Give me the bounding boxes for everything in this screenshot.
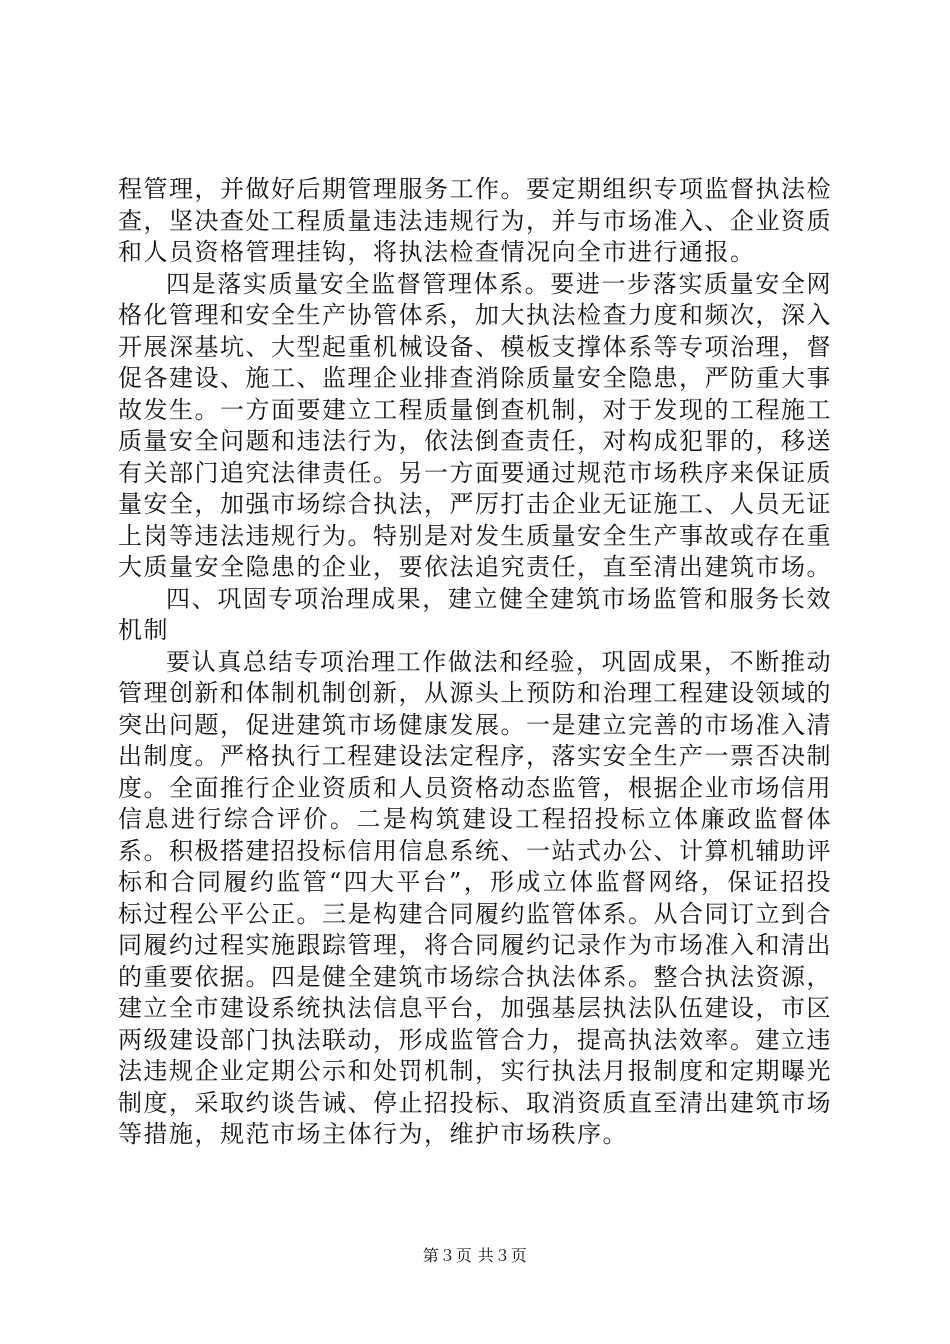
page-footer: 第３页 共３页 [422, 1246, 528, 1265]
paragraph-long-term-mechanism: 要认真总结专项治理工作做法和经验，巩固成果，不断推动管理创新和体制机制创新，从源头上预防和治理工程建设领域的突出问题，促进建筑市场健康发展。一是建立完善的市场准入清出制度。严格执行工程建设法定程序，落实安全生产一票否决制度。全面推行企业资质和人员资格动态监管，根据企业市场信用信息进行综合评价。二是构筑建设工程招投标立体廉政监督体系。积极搭建招投标信用信息系统、一站式办公、计算机辅助评标和合同履约监管“四大平台”，形成立体监督网络，保证招投标过程公平公正。三是构建合同履约监管体系。从合同订立到合同履约过程实施跟踪管理，将合同履约记录作为市场准入和清出的重要依据。四是健全建筑市场综合执法体系。整合执法资源，建立全市建设系统执法信息平台，加强基层执法队伍建设，市区两级建设部门执法联动，形成监管合力，提高执法效率。建立违法违规企业定期公示和处罚机制，实行执法月报制度和定期曝光制度，采取约谈告诫、停止招投标、取消资质直至清出建筑市场等措施，规范市场主体行为，维护市场秩序。 [118, 647, 832, 1148]
document-body [118, 174, 832, 1151]
section-heading-four: 四、巩固专项治理成果，建立健全建筑市场监管和服务长效机制 [118, 584, 832, 644]
paragraph-quality-safety-system: 四是落实质量安全监督管理体系。要进一步落实质量安全网格化管理和安全生产协管体系，加大执法检查力度和频次，深入开展深基坑、大型起重机械设备、模板支撑体系等专项治理，督促各建设、施工、监理企业排查消除质量安全隐患，严防重大事故发生。一方面要建立工程质量倒查机制，对于发现的工程施工质量安全问题和违法行为，依法倒查责任，对构成犯罪的，移送有关部门追究法律责任。另一方面要通过规范市场秩序来保证质量安全，加强市场综合执法，严厉打击企业无证施工、人员无证上岗等违法违规行为。特别是对发生质量安全生产事故或存在重大质量安全隐患的企业，要依法追究责任，直至清出建筑市场。 [118, 269, 832, 581]
paragraph-continuation: 程管理，并做好后期管理服务工作。要定期组织专项监督执法检查，坚决查处工程质量违法违规行为，并与市场准入、企业资质和人员资格管理挂钩，将执法检查情况向全市进行通报。 [118, 175, 832, 266]
